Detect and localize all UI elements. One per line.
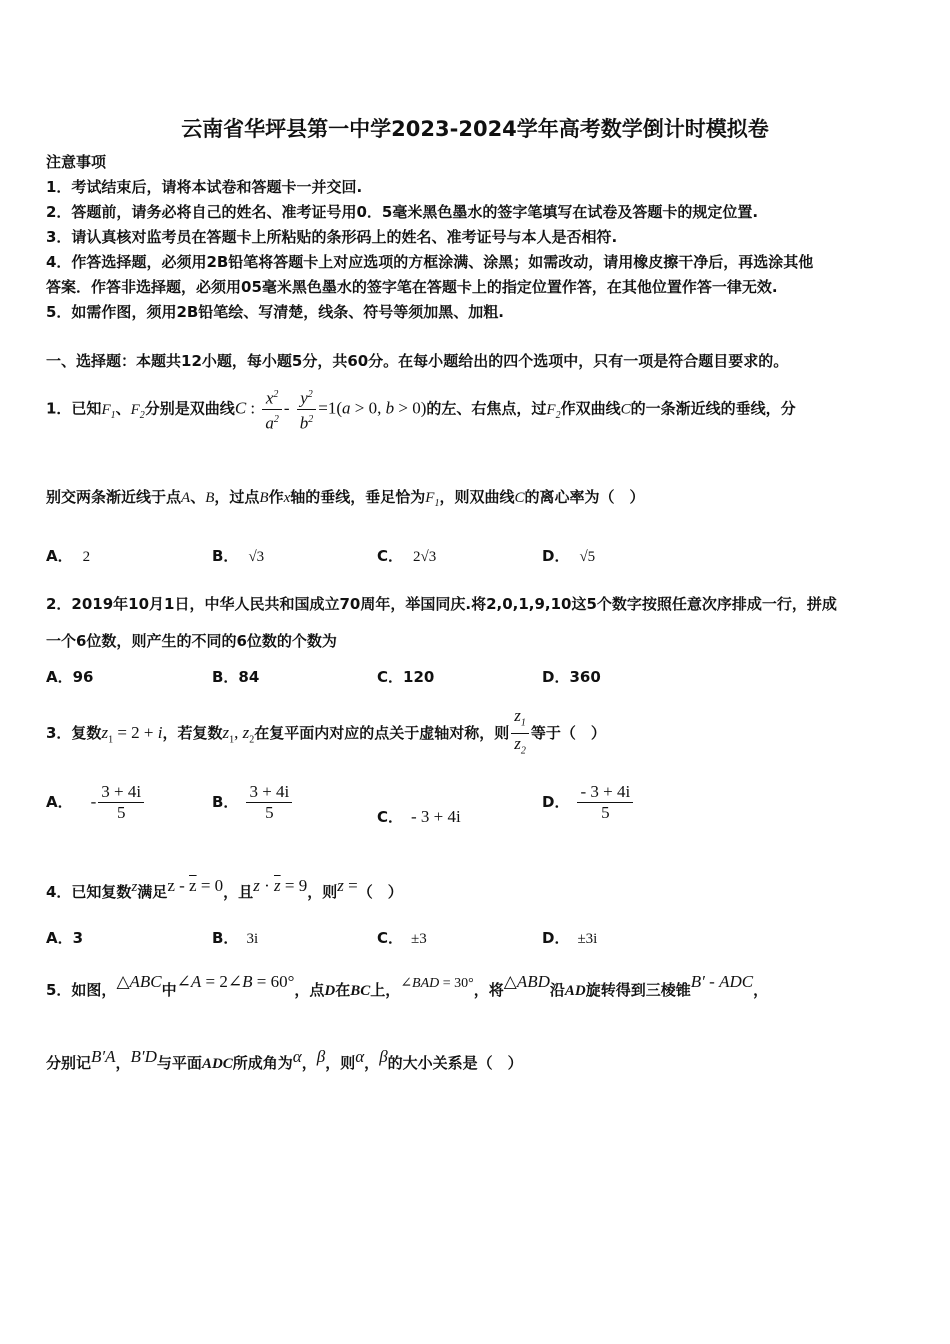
q2-option-b: B．84: [212, 668, 260, 686]
notice-item: 答案．作答非选择题，必须用05毫米黑色墨水的签字笔在答题卡上的指定位置作答，在其他位置作答一律无效.: [46, 278, 778, 296]
q3-option-d: D． $\frac{- 3 + 4i}{5}$: [542, 782, 635, 823]
question-3: 3．复数$z_1 = 2 + i$，若复数$z_1$, $z_2$在复平面内对应的点关于虚轴对称，则 $\frac{z_1}{z_2}$ 等于（ ）: [46, 705, 606, 757]
q1-option-c: C． 2√3: [377, 547, 437, 565]
q3-option-b: B． $\frac{3 + 4i}{5}$: [212, 782, 294, 823]
question-1-cont: 别交两条渐近线于点A、B，过点B作x轴的垂线，垂足恰为$F_1$，则双曲线C的离心率为（ ）: [46, 488, 645, 509]
page-title: 云南省华坪县第一中学2023-2024学年高考数学倒计时模拟卷: [181, 117, 769, 141]
q1-option-b: B． √3: [212, 547, 265, 565]
q4-option-a: A．3: [46, 929, 84, 947]
q4-option-d: D． ±3i: [542, 929, 598, 947]
q1-option-a: A． 2: [46, 547, 91, 565]
question-5-cont: 分别记B′A，B′D与平面ADC所成角为α，β，则α，β的大小关系是（ ）: [46, 1047, 523, 1072]
q3-option-c: C． - 3 + 4i: [377, 807, 461, 826]
q2-option-d: D．360: [542, 668, 601, 686]
q4-option-c: C． ±3: [377, 929, 427, 947]
notice-item: 2．答题前，请务必将自己的姓名、准考证号用0．5毫米黑色墨水的签字笔填写在试卷及答题卡的规定位置.: [46, 203, 759, 221]
question-4: 4．已知复数z满足$z - \overline{z} = 0$，且$z \cdot \overline{z} = 9$，则z =（ ）: [46, 876, 403, 901]
question-1: 1．已知$F_1$、$F_2$分别是双曲线C : $\frac{x^2}{a^2}$ - $\frac{y^2}{b^2}$ =1(a > 0, b > 0)的左、右焦点，过$F_2$作双曲线C的一条渐近线的垂线，分: [46, 385, 796, 438]
notice-item: 5．如需作图，须用2B铅笔绘、写清楚，线条、符号等须加黑、加粗.: [46, 303, 505, 321]
q2-option-a: A．96: [46, 668, 94, 686]
q3-option-a: A． - $\frac{3 + 4i}{5}$: [46, 782, 146, 823]
q2-option-c: C．120: [377, 668, 435, 686]
section-heading: 一、选择题：本题共12小题，每小题5分，共60分。在每小题给出的四个选项中，只有一项是符合题目要求的。: [46, 352, 789, 370]
notice-item: 1．考试结束后，请将本试卷和答题卡一并交回.: [46, 178, 363, 196]
question-5: 5．如图，△ABC中∠A = 2∠B = 60°，点D在BC上，∠BAD = 30°，将△ABD沿AD旋转得到三棱锥B′ - ADC，: [46, 972, 769, 999]
notice-item: 3．请认真核对监考员在答题卡上所粘贴的条形码上的姓名、准考证号与本人是否相符.: [46, 228, 618, 246]
question-2-cont: 一个6位数，则产生的不同的6位数的个数为: [46, 632, 337, 650]
q4-option-b: B． 3i: [212, 929, 259, 947]
notice-item: 4．作答选择题，必须用2B铅笔将答题卡上对应选项的方框涂满、涂黑；如需改动，请用橡皮擦干净后，再选涂其他: [46, 253, 814, 271]
question-2: 2．2019年10月1日，中华人民共和国成立70周年，举国同庆.将2,0,1,9,10这5个数字按照任意次序排成一行，拼成: [46, 595, 837, 613]
notice-heading: 注意事项: [46, 153, 107, 171]
q1-option-d: D． √5: [542, 547, 596, 565]
